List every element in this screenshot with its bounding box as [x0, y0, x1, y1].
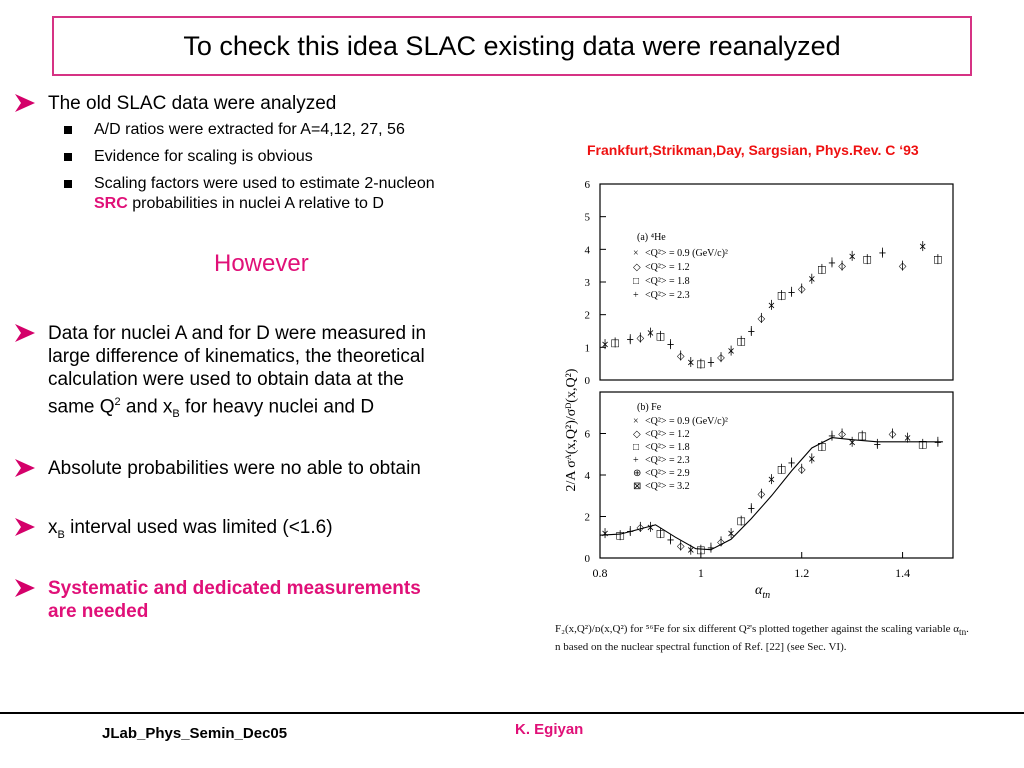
y-tick-label: 6: [584, 179, 590, 191]
slide-title-box: [52, 16, 972, 76]
panel-a-legend: [633, 232, 728, 301]
svg-text:×: ×: [633, 248, 639, 259]
y-tick-label: 4: [584, 244, 590, 257]
data-point: ×: [847, 251, 857, 263]
y-tick-label: 2: [584, 309, 590, 322]
legend-a-0: <Q²> = 0.9 (GeV/c)²: [645, 248, 728, 259]
data-point: □: [655, 331, 666, 343]
y-tick-label: 0: [584, 375, 590, 387]
src-highlight: SRC: [94, 195, 128, 212]
data-point: ◇: [888, 429, 897, 440]
legend-b-4: <Q²> = 2.9: [645, 468, 690, 479]
square-bullet-icon: [64, 180, 72, 188]
y-tick-label: 1: [584, 342, 590, 355]
data-point: □: [610, 337, 620, 349]
scaling-figure: [545, 170, 965, 615]
y-tick-label: 0: [584, 553, 590, 565]
data-point: ◇: [838, 261, 846, 273]
data-point: □: [817, 441, 827, 453]
data-point: +: [747, 326, 756, 338]
y-tick-label: 5: [584, 211, 590, 224]
square-bullet-icon: [64, 153, 72, 161]
data-point: □: [696, 359, 706, 371]
data-point: +: [626, 334, 635, 346]
data-point: ×: [646, 328, 655, 340]
y-tick-label: 6: [584, 428, 590, 441]
data-point: +: [827, 431, 837, 443]
legend-a-3: <Q²> = 2.3: [645, 290, 690, 301]
data-point: +: [666, 534, 675, 546]
svg-text:◇: ◇: [633, 429, 641, 440]
data-point: □: [776, 290, 787, 302]
data-point: ◇: [757, 313, 766, 325]
data-point: ◇: [676, 351, 685, 362]
x-tick-label: 0.8: [592, 566, 608, 580]
data-point: ◇: [636, 522, 645, 534]
data-point: □: [655, 528, 666, 540]
data-point: ×: [807, 274, 816, 286]
data-point: ×: [726, 528, 736, 540]
data-point: +: [873, 439, 882, 451]
data-point: ×: [767, 300, 776, 312]
data-point: ×: [686, 545, 695, 557]
svg-text:+: +: [633, 290, 639, 301]
data-point: □: [615, 530, 625, 542]
y-tick-label: 4: [584, 470, 590, 482]
svg-text:⊕: ⊕: [633, 468, 642, 479]
y-tick-label: 2: [584, 511, 590, 524]
data-point: ×: [726, 346, 736, 358]
panel-a-title: (a) ⁴He: [637, 232, 666, 243]
data-point: □: [862, 254, 872, 266]
data-point: +: [706, 543, 716, 555]
panel-a-points: [601, 241, 943, 370]
data-point: □: [736, 516, 746, 528]
data-point: ◇: [838, 429, 846, 440]
data-point: □: [776, 464, 787, 476]
x-tick-label: 1: [697, 566, 704, 580]
legend-a-2: <Q²> = 1.8: [645, 276, 690, 287]
panel-a-y-ticks: [584, 179, 610, 387]
data-point: □: [736, 336, 746, 348]
citation: Frankfurt,Strikman,Day, Sargsian, Phys.Rev. C ‘93: [587, 142, 919, 158]
data-point: ◇: [757, 489, 766, 501]
data-point: □: [817, 264, 827, 276]
legend-b-3: <Q²> = 2.3: [645, 455, 690, 466]
however-heading: However: [214, 250, 309, 277]
legend-b-1: <Q²> = 1.2: [645, 429, 690, 440]
slide-title: To check this idea SLAC existing data were reanalyzed: [183, 30, 841, 61]
data-point: +: [747, 503, 756, 515]
data-point: □: [857, 431, 867, 443]
data-point: +: [787, 287, 796, 299]
data-point: ◇: [797, 464, 806, 476]
data-point: ×: [646, 522, 655, 534]
data-point: ×: [903, 433, 912, 445]
panel-b-x-ticks: [593, 552, 911, 580]
data-point: ◇: [898, 261, 907, 273]
square-bullet-icon: [64, 126, 72, 134]
data-point: ×: [918, 241, 927, 253]
data-point: □: [933, 254, 943, 266]
data-point: □: [918, 439, 928, 451]
svg-text:□: □: [633, 442, 640, 453]
data-point: +: [787, 458, 796, 470]
data-point: +: [626, 526, 635, 538]
footer-label: JLab_Phys_Semin_Dec05: [102, 725, 288, 742]
footer-divider: [0, 712, 1024, 714]
y-axis-label: 2/A σᴬ(x,Q²)/σᴰ(x,Q²): [564, 368, 579, 492]
data-point: ◇: [676, 541, 685, 553]
arrow-bullet-icon: [14, 578, 36, 598]
x-axis-label: $\alpha_{tn}$: [755, 583, 771, 601]
svg-text:⊠: ⊠: [633, 481, 642, 492]
footer-author: K. Egiyan: [515, 721, 584, 738]
data-point: ×: [600, 339, 610, 351]
svg-text:×: ×: [633, 416, 639, 427]
data-point: □: [696, 545, 706, 557]
legend-a-1: <Q²> = 1.2: [645, 262, 690, 273]
x-tick-label: 1.2: [794, 566, 810, 580]
data-point: ×: [847, 437, 857, 449]
data-point: +: [666, 339, 675, 351]
y-tick-label: 3: [584, 277, 590, 289]
arrow-bullet-icon: [14, 93, 36, 113]
data-point: ◇: [717, 352, 725, 364]
svg-text:+: +: [633, 455, 639, 466]
legend-b-2: <Q²> = 1.8: [645, 442, 690, 453]
data-point: ◇: [636, 333, 645, 345]
data-point: +: [878, 248, 887, 260]
data-point: ×: [807, 453, 816, 465]
data-point: ×: [600, 528, 610, 540]
panel-b-title: (b) Fe: [637, 402, 662, 413]
x-tick-label: 1.4: [895, 566, 911, 580]
panel-b-y-ticks: [584, 428, 610, 566]
data-point: ◇: [797, 284, 806, 296]
arrow-bullet-icon: [14, 458, 36, 478]
data-point: +: [933, 437, 943, 449]
figure-caption: F₂(x,Q²)/ᴅ(x,Q²) for ⁵⁶Fe for six different Q²'s plotted together against the scaling variable $\alpha_{tn}$. n based on the nuclear spectral function of Ref. [22] (see Sec. VI).: [555, 623, 969, 654]
arrow-bullet-icon: [14, 517, 36, 537]
svg-text:□: □: [633, 276, 640, 287]
legend-b-0: <Q²> = 0.9 (GeV/c)²: [645, 416, 728, 427]
arrow-bullet-icon: [14, 323, 36, 343]
panel-b-legend: [633, 402, 728, 492]
data-point: +: [706, 357, 716, 369]
data-point: +: [827, 257, 837, 269]
data-point: ×: [767, 474, 776, 486]
data-point: ×: [686, 357, 695, 369]
svg-text:◇: ◇: [633, 262, 641, 273]
data-point: ◇: [717, 536, 725, 548]
legend-b-5: <Q²> = 3.2: [645, 481, 690, 492]
